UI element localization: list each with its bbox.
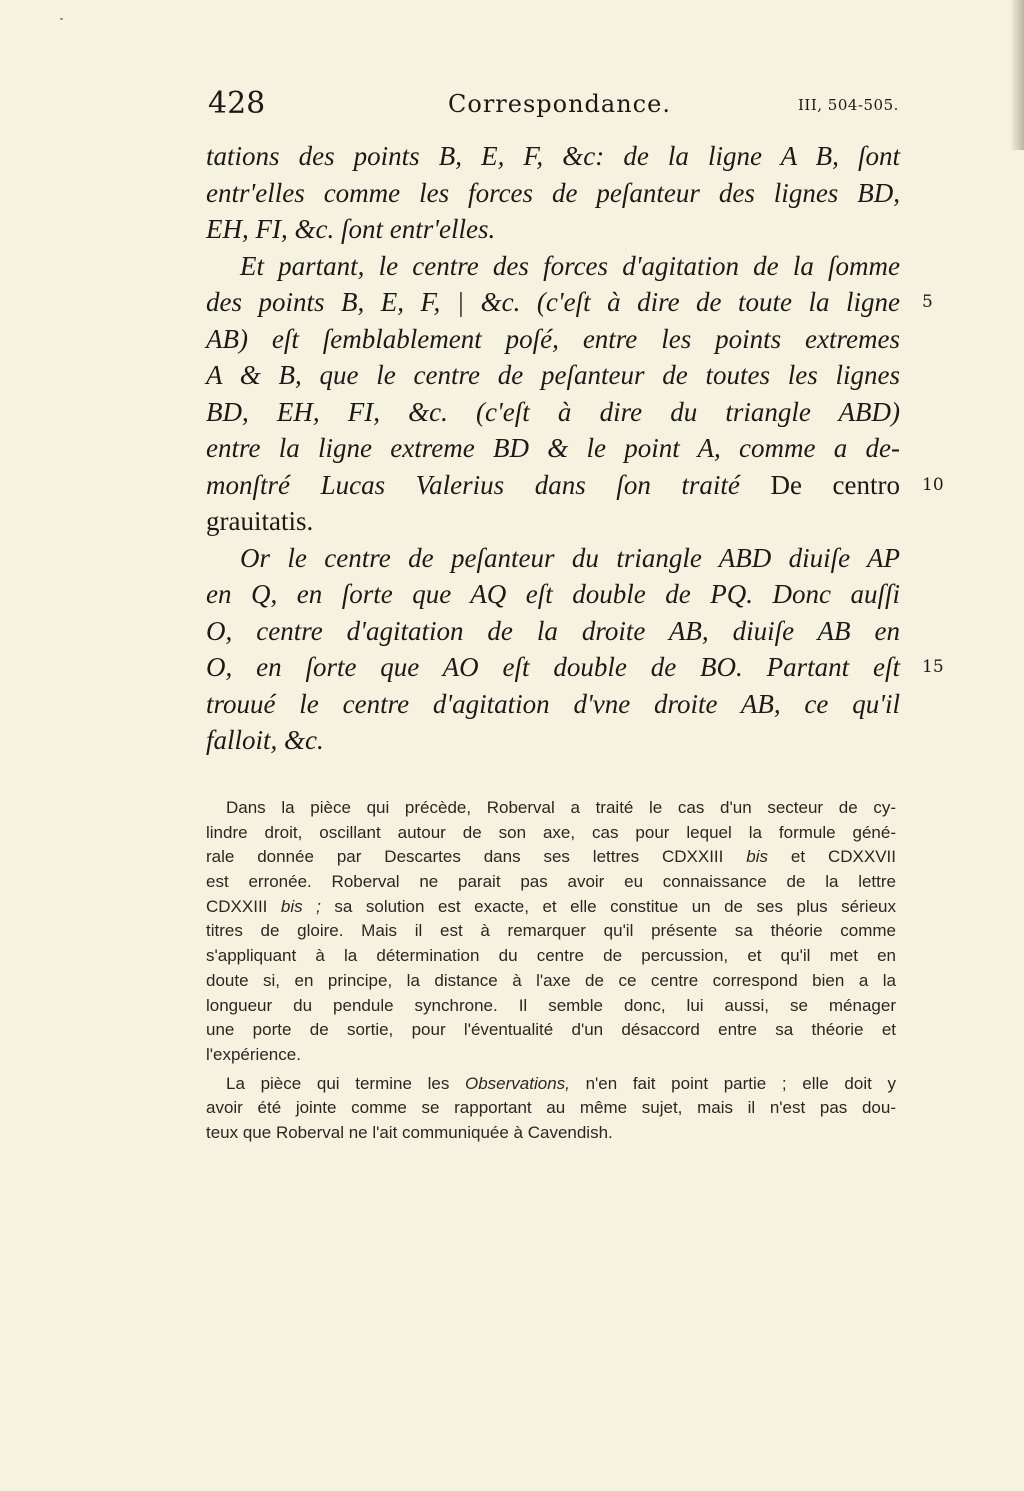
- line-number: 15: [922, 657, 944, 677]
- text-segment-roman: De centro: [770, 469, 900, 500]
- page-speck: [60, 18, 63, 20]
- note-segment: La pièce qui termine les: [226, 1073, 450, 1093]
- note-segment: CDXXIII: [206, 896, 268, 916]
- note-segment: sa solution est exacte, et elle constitue un de ses plus sérieux: [334, 896, 896, 916]
- text-line: tations des points B, E, F, &c: de la ligne A B, ſont: [206, 141, 900, 171]
- text-line: A & B, que le centre de peſanteur de toutes les lignes: [206, 360, 900, 390]
- text-line: EH, FI, &c. ſont entr'elles.: [206, 214, 496, 244]
- text-line: [206, 467, 900, 504]
- note-line: teux que Roberval ne l'ait communiquée à Cavendish.: [206, 1122, 613, 1142]
- text-line: Or le centre de peſanteur du triangle ABD diuiſe AP: [240, 542, 900, 573]
- line-number: 5: [922, 292, 933, 312]
- note-line: doute si, en principe, la distance à l'axe de ce centre correspond bien a la: [206, 970, 896, 990]
- note-line: avoir été jointe comme se rapportant au même sujet, mais il n'est pas dou-: [206, 1098, 896, 1118]
- line-number: 10: [922, 475, 944, 495]
- note-italic: bis: [746, 847, 769, 867]
- text-line: O, centre d'agitation de la droite AB, diuiſe AB en: [206, 615, 900, 646]
- note-line: [206, 845, 896, 870]
- note-line: titres de gloire. Mais il est à remarquer qu'il présente sa théorie comme: [206, 921, 896, 941]
- note-line: [206, 895, 896, 920]
- text-line: grauitatis.: [206, 506, 314, 536]
- text-line: entr'elles comme les forces de peſanteur des lignes BD,: [206, 177, 900, 208]
- note-line: s'appliquant à la détermination du centre de percussion, et qu'il met en: [206, 946, 896, 966]
- note-line: une porte de sortie, pour l'éventualité d'un désaccord entre sa théorie et: [206, 1020, 896, 1040]
- page-number: 428: [208, 86, 266, 121]
- main-text: [206, 138, 900, 759]
- editorial-note: [206, 796, 896, 1146]
- text-line: entre la ligne extreme BD & le point A, comme a de-: [206, 433, 900, 463]
- note-line: [206, 1072, 896, 1097]
- running-head: Correspondance.: [448, 90, 671, 118]
- text-line: O, en ſorte que AO eſt double de BO. Partant eſt: [206, 652, 900, 682]
- note-line: l'expérience.: [206, 1044, 301, 1064]
- text-line: AB) eſt ſemblablement poſé, entre les points extremes: [206, 323, 900, 354]
- text-line: des points B, E, F, | &c. (c'eſt à dire de toute la ligne: [206, 287, 900, 317]
- note-line: lindre droit, oscillant autour de son axe, cas pour lequel la formule géné-: [206, 822, 896, 842]
- note-line: est erronée. Roberval ne parait pas avoir eu connaissance de la lettre: [206, 872, 896, 892]
- note-italic: bis ;: [280, 896, 321, 916]
- text-line: trouué le centre d'agitation d'vne droite AB, ce qu'il: [206, 688, 900, 719]
- note-line: Dans la pièce qui précède, Roberval a traité le cas d'un secteur de cy-: [226, 798, 896, 817]
- note-line: longueur du pendule synchrone. Il semble donc, lui aussi, se ménager: [206, 995, 896, 1015]
- note-segment: rale donnée par Descartes dans ses lettres CDXXIII: [206, 847, 724, 867]
- volume-reference: III, 504-505.: [798, 96, 899, 114]
- text-line: BD, EH, FI, &c. (c'eſt à dire du triangle ABD): [206, 396, 900, 427]
- text-line: falloit, &c.: [206, 725, 324, 755]
- note-segment: et CDXXVII: [790, 847, 896, 867]
- page-edge-shadow: [1010, 0, 1024, 150]
- text-line: Et partant, le centre des forces d'agitation de la ſomme: [240, 250, 900, 281]
- text-line: en Q, en ſorte que AQ eſt double de PQ. Donc auſſi: [206, 579, 900, 609]
- note-segment: n'en fait point partie ; elle doit y: [585, 1073, 896, 1093]
- note-italic: Observations,: [465, 1073, 570, 1093]
- text-segment: monſtré Lucas Valerius dans ſon traité: [206, 469, 740, 500]
- page-header: [0, 86, 1024, 126]
